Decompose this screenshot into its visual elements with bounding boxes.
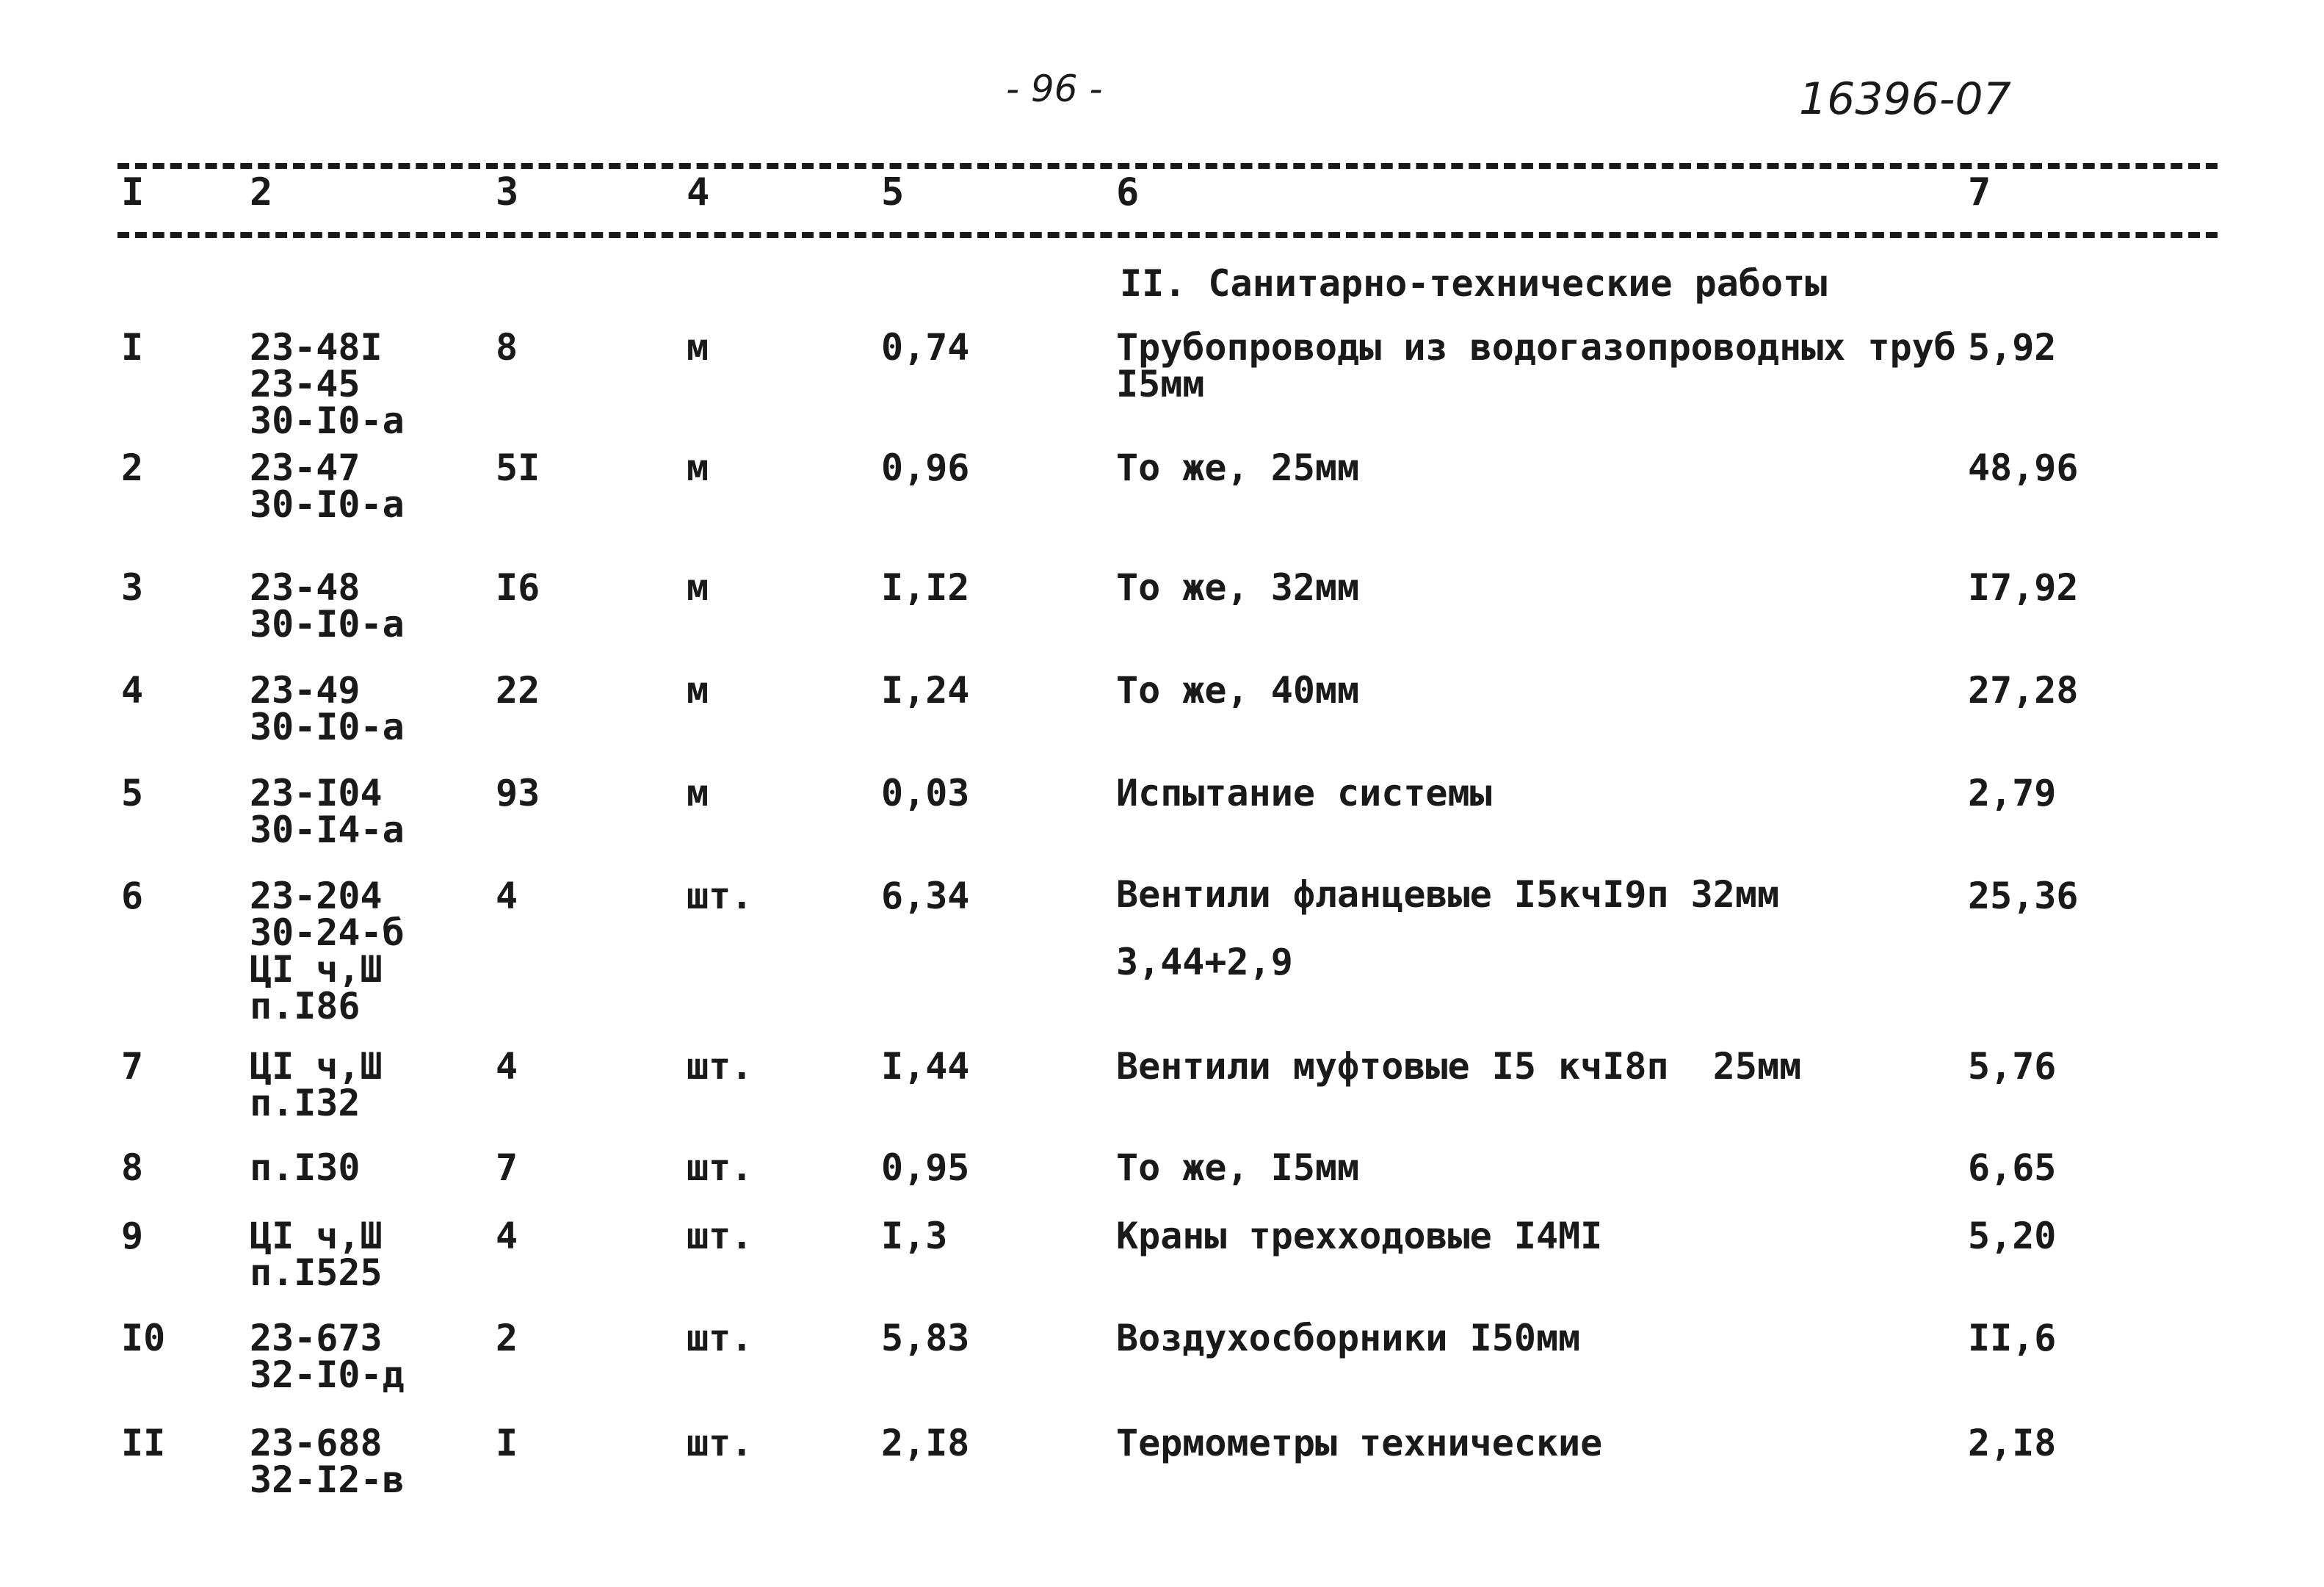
row-description: Испытание системы: [1116, 772, 1492, 814]
row-code: 23-48I 23-45 30-I0-а: [250, 326, 405, 442]
row-unit-price: I,44: [881, 1045, 970, 1088]
row-unit: шт.: [687, 1422, 753, 1464]
row-unit-price: I,I2: [881, 566, 970, 609]
row-number: I: [121, 326, 144, 369]
row-number: 3: [121, 566, 144, 609]
row-number: 5: [121, 772, 144, 814]
row-unit-price: I,3: [881, 1215, 948, 1257]
row-total: 48,96: [1968, 447, 2079, 489]
row-description: Вентили муфтовые I5 кчI8п 25мм: [1116, 1045, 1802, 1088]
row-unit: шт.: [687, 1215, 753, 1257]
row-description: Термометры технические: [1116, 1422, 1603, 1464]
row-unit-price: I,24: [881, 669, 970, 712]
row-unit-price: 0,95: [881, 1146, 970, 1189]
row-total: 6,65: [1968, 1146, 2057, 1189]
row-unit-price: 6,34: [881, 875, 970, 917]
row-description: Воздухосборники I50мм: [1116, 1317, 1581, 1359]
row-quantity: I6: [496, 566, 540, 609]
row-code: 23-47 30-I0-а: [250, 447, 405, 526]
row-number: 7: [121, 1045, 144, 1088]
row-unit: м: [687, 566, 709, 609]
row-unit: м: [687, 772, 709, 814]
row-unit-price: 0,96: [881, 447, 970, 489]
row-description: То же, 40мм: [1116, 669, 1360, 712]
row-number: I0: [121, 1317, 166, 1359]
row-quantity: 5I: [496, 447, 540, 489]
row-code: ЦI ч,Ш п.I525: [250, 1215, 383, 1294]
row-unit-price: 2,I8: [881, 1422, 970, 1464]
header-rule-bottom: [117, 232, 2218, 238]
row-quantity: 4: [496, 1215, 518, 1257]
row-number: 4: [121, 669, 144, 712]
row-unit-price: 5,83: [881, 1317, 970, 1359]
page-number: - 96 -: [1006, 68, 1103, 110]
header-rule-top: [117, 163, 2218, 169]
row-number: 9: [121, 1215, 144, 1257]
row-total: II,6: [1968, 1317, 2057, 1359]
row-unit: шт.: [687, 1045, 753, 1088]
column-number: 2: [250, 170, 273, 214]
row-quantity: 8: [496, 326, 518, 369]
row-unit: м: [687, 669, 709, 712]
row-quantity: I: [496, 1422, 518, 1464]
row-total: 25,36: [1968, 875, 2079, 917]
row-number: II: [121, 1422, 166, 1464]
row-unit: м: [687, 326, 709, 369]
row-total: 2,I8: [1968, 1422, 2057, 1464]
row-description: То же, 32мм: [1116, 566, 1360, 609]
row-quantity: 2: [496, 1317, 518, 1359]
row-quantity: 4: [496, 875, 518, 917]
row-description: Краны трехходовые I4МI: [1116, 1215, 1603, 1257]
row-unit-price: 0,03: [881, 772, 970, 814]
row-total: I7,92: [1968, 566, 2079, 609]
row-code: 23-673 32-I0-д: [250, 1317, 405, 1396]
row-unit: шт.: [687, 1317, 753, 1359]
row-code: ЦI ч,Ш п.I32: [250, 1045, 383, 1124]
row-code: п.I30: [250, 1146, 361, 1189]
column-number: 3: [496, 170, 519, 214]
row-unit-price: 0,74: [881, 326, 970, 369]
row-code: 23-204 30-24-б ЦI ч,Ш п.I86: [250, 875, 405, 1027]
section-title: II. Санитарно-технические работы: [1120, 262, 1828, 305]
row-code: 23-688 32-I2-в: [250, 1422, 405, 1501]
row-unit: шт.: [687, 875, 753, 917]
row-description: То же, I5мм: [1116, 1146, 1360, 1189]
row-unit: м: [687, 447, 709, 489]
column-number: 4: [687, 170, 710, 214]
column-number: 6: [1116, 170, 1140, 214]
row-code: 23-I04 30-I4-а: [250, 772, 405, 851]
row-total: 27,28: [1968, 669, 2079, 712]
row-quantity: 93: [496, 772, 540, 814]
row-code: 23-48 30-I0-а: [250, 566, 405, 646]
row-code: 23-49 30-I0-а: [250, 669, 405, 748]
row-number: 2: [121, 447, 144, 489]
row-total: 5,92: [1968, 326, 2057, 369]
row-description: Вентили фланцевые I5кчI9п 32мм 3,44+2,9: [1116, 873, 1780, 983]
column-number: 5: [881, 170, 905, 214]
row-total: 5,76: [1968, 1045, 2057, 1088]
row-quantity: 4: [496, 1045, 518, 1088]
row-number: 8: [121, 1146, 144, 1189]
row-quantity: 7: [496, 1146, 518, 1189]
column-number: 7: [1968, 170, 1991, 214]
row-description: Трубопроводы из водогазопроводных труб I5мм: [1116, 326, 1956, 405]
document-code: 16396-07: [1799, 73, 2011, 125]
row-description: То же, 25мм: [1116, 447, 1360, 489]
row-unit: шт.: [687, 1146, 753, 1189]
row-number: 6: [121, 875, 144, 917]
row-total: 5,20: [1968, 1215, 2057, 1257]
row-quantity: 22: [496, 669, 540, 712]
row-total: 2,79: [1968, 772, 2057, 814]
column-number: I: [121, 170, 145, 214]
